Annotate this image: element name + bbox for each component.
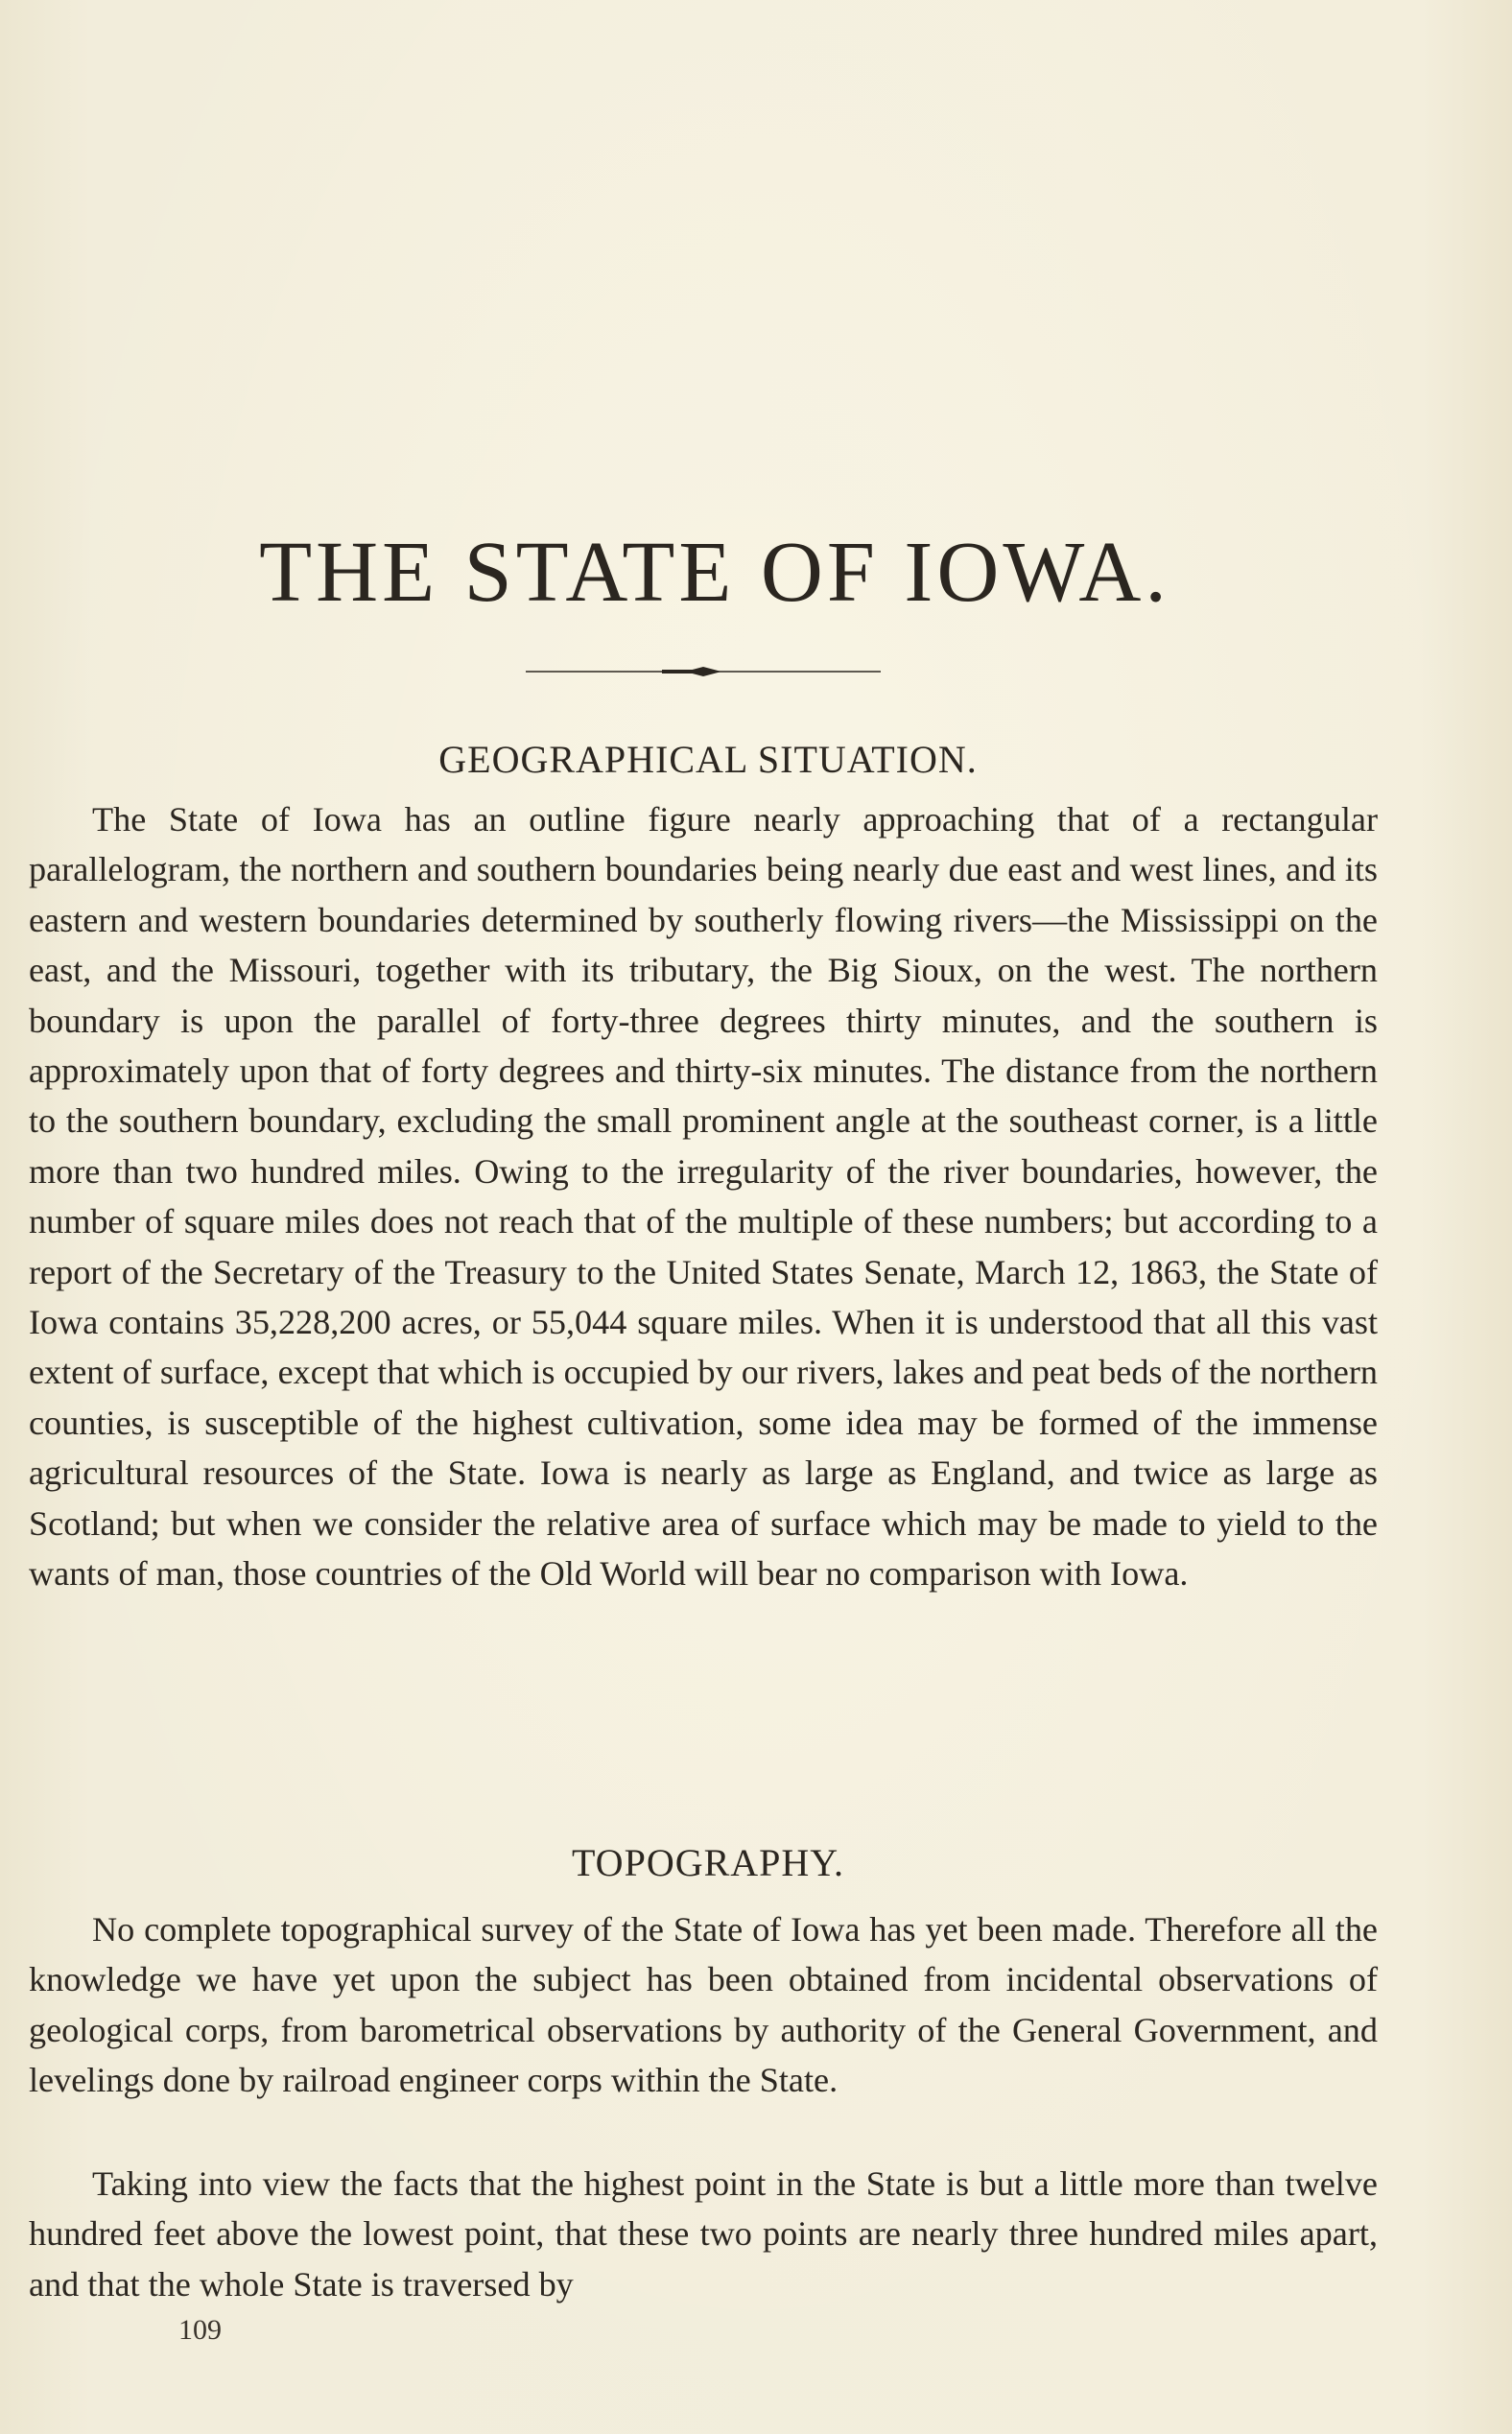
page-number: 109 — [178, 2314, 222, 2346]
page-title: THE STATE OF IOWA. — [259, 525, 1170, 620]
paragraph-topography-2: Taking into view the facts that the highest point in the State is but a little more than twelve hundred feet above the lowest point, that these two points are nearly three hundred miles apart, and that the whole State is traversed by — [29, 2164, 1378, 2304]
title-rule-ornament — [526, 662, 881, 681]
paragraph-geographical-situation: The State of Iowa has an outline figure nearly approaching that of a rectangular parallelogram, the northern and southern boundaries being nearly due east and west lines, and its eastern and western boundaries determined by southerly flowing rivers—the Mississippi on the east, and the Missouri, together with its tributary, the Big Sioux, on the west. The northern boundary is upon the parallel of forty-three degrees thirty minutes, and the southern is approximately upon that of forty degrees and thirty-six minutes. The distance from the northern to the southern boundary, excluding the small prominent angle at the southeast corner, is a little more than two hundred miles. Owing to the irregularity of the river boundaries, however, the number of square miles does not reach that of the multiple of these numbers; but according to a report of the Secretary of the Treasury to the United States Senate, March 12, 1863, the State of Iowa contains 35,228,200 acres, or 55,044 square miles. When it is understood that all this vast extent of surface, except that which is occupied by our rivers, lakes and peat beds of the northern counties, is susceptible of the highest cultivation, some idea may be formed of the immense agricultural resources of the State. Iowa is nearly as large as England, and twice as large as Scotland; but when we consider the relative area of surface which may be made to yield to the wants of man, those countries of the Old World will bear no comparison with Iowa. — [29, 800, 1378, 1594]
paragraph-topography-1: No complete topographical survey of the State of Iowa has yet been made. Therefore all the knowledge we have yet upon the subject has been obtained from incidental observations of geological corps, from barometrical observations by authority of the General Government, and levelings done by railroad engineer corps within the State. — [29, 1910, 1378, 2100]
section-heading-geographical-situation: GEOGRAPHICAL SITUATION. — [438, 738, 978, 781]
section-heading-topography: TOPOGRAPHY. — [571, 1841, 845, 1884]
